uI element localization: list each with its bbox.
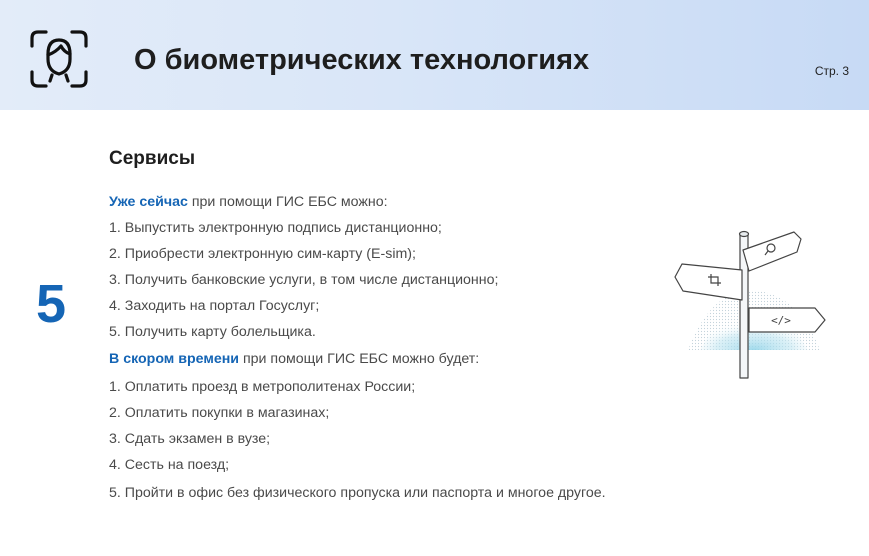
now-lead: [109, 194, 649, 210]
list-item: 1. Выпустить электронную подпись дистанционно;: [109, 220, 442, 236]
list-item: 1. Оплатить проезд в метрополитенах России;: [109, 379, 416, 395]
page-title: О биометрических технологиях: [134, 44, 590, 76]
code-icon: </>: [771, 314, 791, 327]
list-item: 4. Сесть на поезд;: [109, 457, 230, 473]
slide-number: 5: [36, 274, 67, 334]
list-item: 2. Приобрести электронную сим-карту (E-sim);: [109, 246, 416, 262]
list-item: 2. Оплатить покупки в магазинах;: [109, 405, 330, 421]
now-lead-rest: при помощи ГИС ЕБС можно:: [187, 194, 388, 210]
list-item: 4. Заходить на портал Госуслуг;: [109, 298, 320, 314]
list-item: 3. Получить банковские услуги, в том числе дистанционно;: [109, 272, 499, 288]
soon-lead-bold: В скором времени: [109, 351, 240, 367]
list-item: 3. Сдать экзамен в вузе;: [109, 431, 271, 447]
list-item: 5. Пройти в офис без физического пропуска или паспорта и многое другое.: [109, 485, 606, 501]
face-id-icon: [28, 28, 90, 90]
page-header: [0, 0, 869, 110]
soon-lead-rest: при помощи ГИС ЕБС можно будет:: [239, 351, 480, 367]
section-title: Сервисы: [109, 148, 196, 169]
list-item: 5. Получить карту болельщика.: [109, 324, 316, 340]
now-lead-bold: Уже сейчас: [109, 194, 188, 210]
page-number: Стр. 3: [814, 64, 849, 78]
signpost-icon: [670, 222, 835, 382]
soon-lead: [109, 351, 649, 367]
